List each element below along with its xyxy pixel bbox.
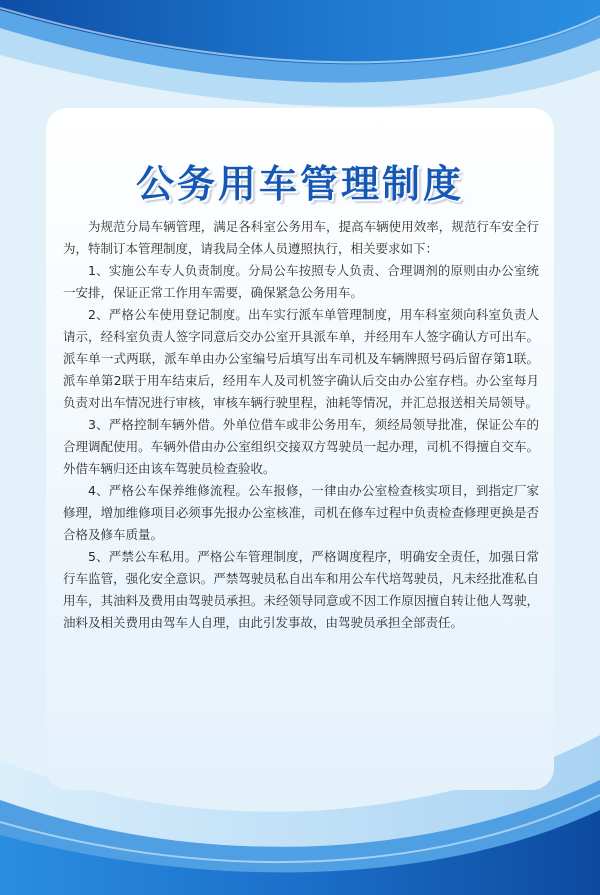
rule-2-paragraph: 2、严格公车使用登记制度。出车实行派车单管理制度，用车科室须向科室负责人请示，经科室负责人签字同意后交办公室开具派车单，并经用车人签字确认方可出车。派车单一式两联，派车单由办公室编号后填写出车司机及车辆牌照号码后留存第1联。派车单第2联于用车结束后，经用车人及司机签字确认后交由办公室存档。办公室每月负责对出车情况进行审核，审核车辆行驶里程，油耗等情况，并汇总报送相关局领导。	[63, 307, 539, 410]
rule-1-paragraph: 1、实施公车专人负责制度。分局公车按照专人负责、合理调剂的原则由办公室统一安排，保证正常工作用车需要，确保紧急公务用车。	[63, 263, 539, 300]
rule-4-paragraph: 4、严格公车保养维修流程。公车报修，一律由办公室检查核实项目，到指定厂家修理，增加维修项目必须事先报办公室核准，司机在修车过程中负责检查修理更换是否合格及修车质量。	[63, 483, 539, 542]
regulation-body	[63, 216, 539, 634]
rule-5-paragraph: 5、严禁公车私用。严格公车管理制度，严格调度程序，明确安全责任，加强日常行车监管，强化安全意识。严禁驾驶员私自出车和用公车代培驾驶员，凡未经批准私自用车，其油料及费用由驾驶员承担。未经领导同意或不因工作原因擅自转让他人驾驶，油料及相关费用由驾车人自理，由此引发事故，由驾驶员承担全部责任。	[63, 549, 539, 630]
page-title: 公务用车管理制度	[135, 162, 464, 207]
intro-paragraph: 为规范分局车辆管理，满足各科室公务用车，提高车辆使用效率，规范行车安全行为，特制订本管理制度，请我局全体人员遵照执行，相关要求如下：	[63, 219, 539, 256]
rule-3-paragraph: 3、严格控制车辆外借。外单位借车或非公务用车，须经局领导批准，保证公车的合理调配使用。车辆外借由办公室组织交接双方驾驶员一起办理，司机不得擅自交车。外借车辆归还由该车驾驶员检查验收。	[63, 417, 539, 476]
